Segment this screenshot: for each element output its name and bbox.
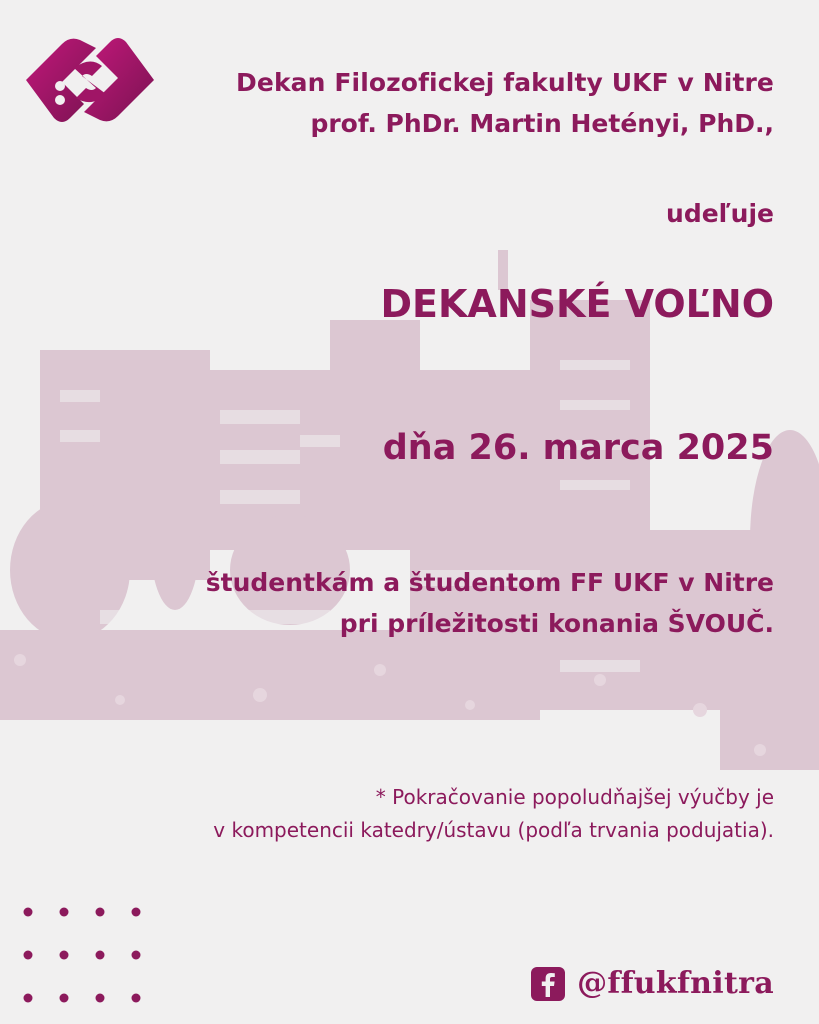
- social-handle[interactable]: [531, 966, 774, 1001]
- announcement-title: DEKANSKÉ VOĽNO: [380, 282, 774, 326]
- grants-verb: udeľuje: [666, 199, 774, 228]
- decorative-dots: [20, 904, 150, 1004]
- dean-title: Dekan Filozofickej fakulty UKF v Nitre: [236, 68, 774, 97]
- facebook-handle[interactable]: @ffukfnitra: [577, 966, 774, 1001]
- facebook-icon: [531, 967, 565, 1001]
- faculty-logo-icon: [22, 28, 158, 138]
- footnote-line: v kompetencii katedry/ústavu (podľa trvania podujatia).: [213, 818, 774, 842]
- announcement-date: dňa 26. marca 2025: [382, 428, 774, 468]
- footnote-line: * Pokračovanie popoludňajšej výučby je: [375, 785, 774, 809]
- dean-name: prof. PhDr. Martin Hetényi, PhD.,: [310, 109, 774, 138]
- audience-line: študentkám a študentom FF UKF v Nitre: [205, 568, 774, 597]
- occasion-line: pri príležitosti konania ŠVOUČ.: [339, 609, 774, 638]
